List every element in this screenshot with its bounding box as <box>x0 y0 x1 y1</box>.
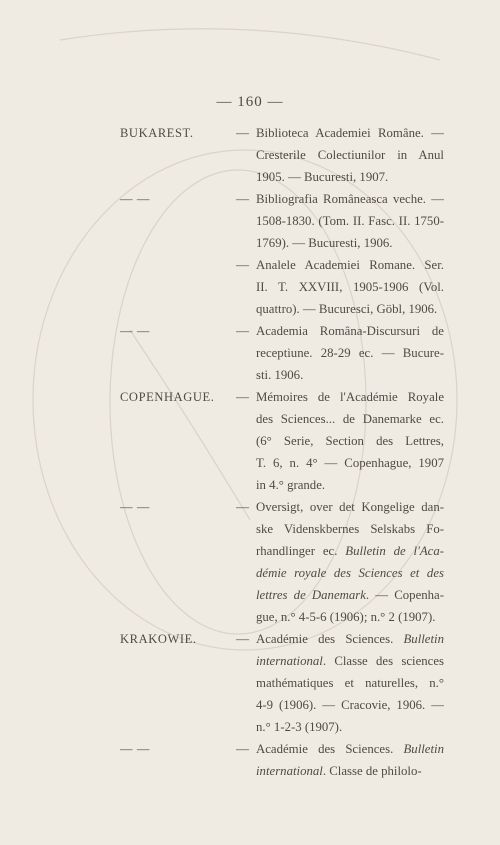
text-segment: sti. 1906. <box>256 368 304 382</box>
italic-text: international <box>256 764 323 778</box>
entry-text <box>256 386 444 496</box>
entry-line <box>256 628 444 650</box>
italic-text: international <box>256 654 323 668</box>
text-segment: Académie des Sciences. <box>256 632 404 646</box>
entry-line <box>256 474 444 496</box>
entry-place: — — <box>120 500 150 514</box>
text-segment: II. T. XXVIII, 1905-1906 (Vol. <box>256 280 444 294</box>
text-segment: des Sciences... de Danemarke ec. <box>256 412 444 426</box>
catalog-entry <box>0 496 500 628</box>
catalog-entry <box>0 738 500 782</box>
text-segment: n.° 1-2-3 (1907). <box>256 720 343 734</box>
entry-line <box>256 672 444 694</box>
entry-place: — — <box>120 324 150 338</box>
text-segment: . Classe de philolo- <box>322 764 422 778</box>
text-segment: rhandlinger ec. <box>256 544 346 558</box>
entry-place: BUKAREST. <box>120 126 194 140</box>
entry-place: — — <box>120 192 150 206</box>
catalog-entry <box>0 628 500 738</box>
text-segment: (6° Serie, Section des Lettres, <box>256 434 444 448</box>
text-segment: 1905. — Bucuresti, 1907. <box>256 170 389 184</box>
text-segment: . — Copenha- <box>365 588 444 602</box>
entry-line <box>256 584 444 606</box>
entry-text <box>256 122 444 188</box>
text-segment: in 4.° grande. <box>256 478 326 492</box>
entry-text <box>256 496 444 628</box>
text-segment: T. 6, n. 4° — Copenhague, 1907 <box>256 456 444 470</box>
entry-dash: — <box>236 323 249 338</box>
entry-dash: — <box>236 631 249 646</box>
text-segment: Academia Româna-Discursuri de <box>256 324 444 338</box>
entry-line <box>256 320 444 342</box>
entry-line <box>256 452 444 474</box>
text-segment: receptiune. 28-29 ec. — Bucure- <box>256 346 444 360</box>
entry-text <box>256 320 444 386</box>
catalog-entry <box>0 320 500 386</box>
text-segment: Oversigt, over det Kongelige dan- <box>256 500 444 514</box>
entry-text <box>256 628 444 738</box>
text-segment: Analele Academiei Romane. Ser. <box>256 258 444 272</box>
catalog-entries <box>0 122 500 782</box>
entry-place: KRAKOWIE. <box>120 632 197 646</box>
entry-line <box>256 408 444 430</box>
entry-place: — — <box>120 742 150 756</box>
entry-line <box>256 364 444 386</box>
italic-text: Bulletin <box>403 742 444 756</box>
entry-line <box>256 276 444 298</box>
entry-dash: — <box>236 257 249 272</box>
entry-line <box>256 738 444 760</box>
catalog-entry <box>0 122 500 188</box>
text-segment: gue, n.° 4-5-6 (1906); n.° 2 (1907). <box>256 610 436 624</box>
entry-dash: — <box>236 499 249 514</box>
entry-line <box>256 210 444 232</box>
entry-text <box>256 254 444 320</box>
text-segment: 1508-1830. (Tom. II. Fasc. II. 1750- <box>256 214 444 228</box>
entry-dash: — <box>236 191 249 206</box>
entry-line <box>256 188 444 210</box>
text-segment: mathématiques et naturelles, n.° <box>256 676 444 690</box>
entry-line <box>256 144 444 166</box>
text-segment: Académie des Sciences. <box>256 742 404 756</box>
entry-line <box>256 298 444 320</box>
text-segment: Mémoires de l'Académie Royale <box>256 390 444 404</box>
italic-text: Bulletin <box>403 632 444 646</box>
text-segment: quattro). — Bucuresci, Göbl, 1906. <box>256 302 438 316</box>
text-segment: 1769). — Bucuresti, 1906. <box>256 236 393 250</box>
entry-line <box>256 386 444 408</box>
entry-text <box>256 188 444 254</box>
text-segment: Cresterile Colectiunilor in Anul <box>256 148 444 162</box>
entry-line <box>256 232 444 254</box>
text-segment: Bibliografia Româneasca veche. — <box>256 192 444 206</box>
entry-dash: — <box>236 125 249 140</box>
entry-line <box>256 342 444 364</box>
entry-line <box>256 650 444 672</box>
entry-line <box>256 166 444 188</box>
text-segment: ske Videnskbernes Selskabs Fo- <box>256 522 444 536</box>
catalog-entry <box>0 254 500 320</box>
entry-line <box>256 562 444 584</box>
entry-line <box>256 716 444 738</box>
entry-line <box>256 606 444 628</box>
entry-dash: — <box>236 741 249 756</box>
entry-line <box>256 254 444 276</box>
page-number: — 160 — <box>216 94 284 110</box>
italic-text: Bulletin de l'Aca- <box>345 544 444 558</box>
entry-dash: — <box>236 389 249 404</box>
text-segment: 4-9 (1906). — Cracovie, 1906. — <box>256 698 444 712</box>
entry-place: COPENHAGUE. <box>120 390 215 404</box>
entry-line <box>256 496 444 518</box>
entry-line <box>256 518 444 540</box>
text-segment: Biblioteca Academiei Române. — <box>256 126 444 140</box>
italic-text: lettres de Danemark <box>256 588 366 602</box>
entry-line <box>256 540 444 562</box>
catalog-entry <box>0 386 500 496</box>
entry-line <box>256 122 444 144</box>
entry-line <box>256 430 444 452</box>
italic-text: démie royale des Sciences et des <box>256 566 444 580</box>
catalog-entry <box>0 188 500 254</box>
entry-text <box>256 738 444 782</box>
entry-line <box>256 760 444 782</box>
text-segment: . Classe des sciences <box>322 654 444 668</box>
entry-line <box>256 694 444 716</box>
